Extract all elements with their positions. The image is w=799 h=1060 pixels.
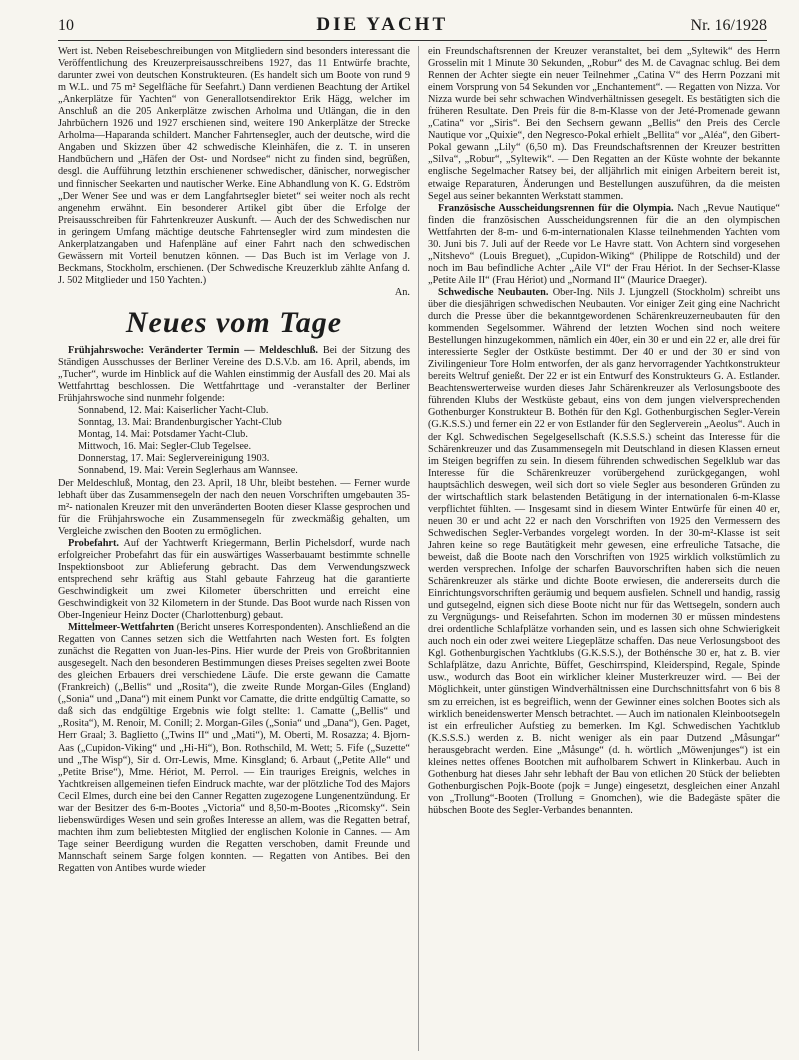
article-heading: Schwedische Neubauten. <box>438 286 549 298</box>
article-mittelmeer <box>58 622 410 875</box>
article-heading: Frühjahrswoche: Veränderter Termin — Meldeschluß. <box>68 344 318 356</box>
section-title: Neues vom Tage <box>125 305 343 339</box>
book-review-text: Wert ist. Neben Reisebeschreibungen von Mitgliedern sind besonders interessant die Veröffentlichung des Kreuzerpreisausschreibens 1927, das 11 Entwürfe brachte, darunter zwei von deutschen Konstrukteuren. (Es handelt sich um Boote von rund 9 m W.L. und 75 m² Segelfläche für Seefahrt.) Dann verdienen Beachtung der Artikel „Ankerplätze für Yachten“ von Generallotsendirektor Erik Hägg, welcher im Anschluß an die 205 Ankerplätze zwischen Arholma und Utlängan, die in den Jahrbüchern 1926 und 1927 erschienen sind, weitere 190 Ankerplätze der Strecke Arholma—Haparanda schildert. Mancher Fahrtensegler, auch der deutsche, wird die Angaben und Skizzen über 42 schwedische Kleinhäfen, die z. T. in unseren Handbüchern und „Häfen der Ost- und Nordsee“ nicht zu finden sind, begrüßen, desgl. die Aufführung letzthin erschienener schwedischer, dänischer, norwegischer und finnischer Seekarten und nautischer Werke. Eine Abhandlung von K. G. Edström „Der Wener See und was er dem Langfahrtsegler bietet“ sei weiter noch als recht angenehm erwähnt. Ein besonderer Artikel gibt über die Erfolge der Preisausschreiben für Fahrtenkreuzer Auskunft. — Auch der des Schwedischen nur in geringem Umfang mächtige deutsche Fahrtensegler wird zum mindesten die Ankerplatzangaben und Hafenpläne auf einer Fahrt nach den schwedischen Gewässern mit Vorteil benutzen können. — Das Buch ist im Verlage von J. Beckmans, Stockholm, erschienen. (Der Schwedische Kreuzerklub zählte Anfang d. J. 502 Mitglieder und 150 Yachten.) <box>58 46 410 286</box>
right-column <box>428 46 780 1051</box>
article-heading: Probefahrt. <box>68 537 119 549</box>
article-body: Bei der Sitzung des Ständigen Ausschusses der Berliner Vereine des D.S.V.b. am 16. April, abends, im „Tucher“, wurde im Hinblick auf die Wahlen einstimmig der Ausfall des 20. Mai als Wettfahrttag beschlossen. Die Wettfahrttage und -veranstalter der Berliner Frühjahrswoche sind nunmehr folgende: <box>58 344 410 405</box>
article-body: (Bericht unseres Korrespondenten). Anschließend an die Regatten von Cannes setzen sich die Wettfahrten nach Westen fort. Es folgten zunächst die Regatten von Juan-les-Pins. Hier wurde der Preis von Großbritannien ausgesegelt. Nach den besonderen Bestimmungen dieses Preises segelten zwei Boote des gleichen Erbauers drei verschiedene Läufe. Die erste gewann die Camatte (Frankreich) („Bellis“ und „Rosita“), die zweite Runde Morgan-Giles (England) („Sonia“ und „Dana“) mit einem Punkt vor Camatte, die dritte endgültig Camatte, so daß sich das endgültige Ergebnis wie folgt stellte: 1. Camatte („Bellis“ und „Rosita“), M. Renoir, M. Conill; 2. Morgan-Giles („Sonia“ und „Dana“), Gen. Paget, Herr Graal; 3. Baglietto („Twins II“ und „Mati“), M. Oberti, M. Rosazza; 4. Bjorn-Aas („Cupidon-Viking“ und „Hi-Hi“), Bon. Rothschild, M. Wett; 5. Fife („Suzette“ und „The Wisp“), Sir d. Orr-Lewis, Mme. Kinsgland; 6. Arbaut („Petite Alle“ und „Petite Brise“), Mme. Hériot, M. Perrol. — Ein trauriges Ereignis, welches in Yachtkreisen allgemeinen tiefen Eindruck machte, war der plötzliche Tod des Majors Cecil Elmes, durch eine bei den Canner Regatten zugezogene Lungenentzündung. Er war der Besitzer des 6-m-Bootes „Victoria“ und 8,50-m-Bootes „Ricomsky“. Sein liebenswürdiges Wesen und sein großes Interesse an allem, was die Regatten betraf, machten ihm zum beliebtesten Mitglied der englischen Kolonie in Cannes. — Am Tage seiner Beerdigung wurden die Regatten verschoben, damit Freunde und Mannschaft seinem Sarge folgen konnten. — Regatten von Antibes. Bei den Regatten von Antibes wurde wieder <box>58 622 410 874</box>
article-body: Ober-Ing. Nils J. Ljungzell (Stockholm) schreibt uns über die diesjährigen schwedischen Neubauten. Vor einiger Zeit ging eine Nachricht durch die Presse über die bekanntgewordenen Schärenkreuzerneubauten für den kommenden Segelsommer. Während der letzten Wochen sind noch weitere Bestellungen hinzugekommen, nämlich ein 40er, ein 30 er und ein 22 er, alle drei für interessierte Segler der Ostküste bestimmt. Der 40 er und der 30 er sind von Zivilingenieur Tore Holm entworfen, der als ganz hervorragender Yachtkonstrukteur bereits Weltruf genießt. Der 22 er ist ein Entwurf des Konstrukteurs G. A. Estlander. Beachtenswerterweise wurden dieses Jahr Schärenkreuzer als Verlosungsboote des führenden Klubs der Westküste gebaut, eins von dem jungen vielversprechenden Gothenburger Konstrukteur B. Bothén für den Kgl. Gothenburgischen Segler-Verein (G.K.S.S.) und ferner ein 22 er von Estlander für den Seglerverein „Aeolus“. Auch in der Kgl. Schwedischen Segelgesellschaft (K.S.S.S.) scheint das Interesse für die Schärenkreuzer und das Zusammensegeln mit Deutschland in diesen Klassen erneut im Steigen begriffen zu sein. In diesem führenden schwedischen Segelklub war das Interesse für die Schärenkreuzer vorübergehend zurückgegangen, wohl hauptsächlich deswegen, weil sich dort so viele Segler aus besonderen Gründen zu der wirtschaftlich stark belastenden Betätigung in der internationalen 6-m-Klasse verpflichtet fühlten. — Insgesamt sind in diesem Winter Entwürfe für einen 40 er, neuen 30 er und acht 22 er nach den Vorschriften von 1925 den Vermessern des Schwedischen Segler-Verbandes vorgelegt worden. In der 30-m²-Klasse ist seit Jahren keine so rege Bautätigkeit mehr gewesen, eine erfreuliche Tatsache, die beweist, daß die Boote nach den Vorschriften von 1925 wirklich volkstümlich zu werden versprechen. Infolge der scharfen Bauvorschriften haben sich die neuen Schärenkreuzer als stärke und dichte Boote erwiesen, die andererseits durch die Einrichtungsvorschriften geräumig und bequem ausfielen. Schnell und handig, rassig und gutsegelnd, eignen sich diese Boote nicht nur für das Wettsegeln, sondern auch zu Vergnügungs- und Reisefahrten. Schon im modernen 30 er müssen mindestens drei ordentliche Schlafplätze vorhanden sein, und es lassen sich ohne Schwierigkeit auch noch ein oder zwei weitere Liegeplätze schaffen. Das neue Verlosungsboot des Kgl. Gothenburgischen Yachtklubs (G.K.S.S.), der Bothénsche 30 er, hat z. B. vier Schlafplätze, dazu Anrichte, Büffet, Geschirrspind, Kleiderspind, Regale, Spinde usw., wodurch das Boot ein wirklicher kleiner Musterkreuzer wird. — Bei der Möglichkeit, unter günstigen Windverhältnissen eine Durchschnittsfahrt von 6 bis 8 sm zu erreichen, ist es begreiflich, wenn der Gewinner eines solchen Bootes sich als wirklich beneidenswerter Mensch betrachtet. — Auch im nationalen Kleinbootsegeln ist ein erfreulicher Aufstieg zu bemerken. Im Kgl. Schwedischen Yachtklub (K.S.S.S.) werden z. B. nicht weniger als ein paar Dutzend „Måsungar“ herausgebracht werden. Eine „Måsunge“ (d. h. wörtlich „Möwenjunges“) ist ein kleines nettes offenes Bootchen mit aufholbarem Schwert in Klinkerbau. Auch in Gothenburg hat dieses Jahr sehr lebhaft der Bau von etlichen 20 Stück der beliebten Gothenburgischen Pojk-Boote (pojk = Junge) eingesetzt, desgleichen einer Anzahl von „Trollung“-Booten (Trollung = Gnomchen), wie die Badegäste später die hübschen Boote des Segler-Verbandes benannten. <box>428 286 780 816</box>
article-heading: Französische Ausscheidungsrennen für die Olympia. <box>438 202 674 214</box>
header-rule <box>58 40 767 41</box>
article-body: Auf der Yachtwerft Kriegermann, Berlin Pichelsdorf, wurde nach erfolgreicher Probefahrt das für ein auswärtiges Wasserbauamt bestimmte schnelle Inspektionsboot zur Ablieferung gebracht. Das dem Verwendungszweck entsprechend sehr kräftig aus Stahl gebaute Fahrzeug hat die garantierte Geschwindigkeit um zwei Kilometer überschritten und erreicht eine Geschwindigkeit von 32 Kilometern in der Stunde. Das Boot wurde nach Rissen von Ober-Ingenieur Heinz Docter (Charlottenburg) gebaut. <box>58 537 410 622</box>
schedule-item: Sonnabend, 19. Mai: Verein Seglerhaus am Wannsee. <box>78 465 298 477</box>
schedule-item: Donnerstag, 17. Mai: Seglervereinigung 1903. <box>78 453 270 465</box>
page-header <box>58 14 767 36</box>
article-heading: Mittelmeer-Wettfahrten <box>68 622 174 634</box>
article-olympia <box>428 203 780 287</box>
schedule-item: Sonnabend, 12. Mai: Kaiserlicher Yacht-Club. <box>78 405 269 417</box>
regatta-schedule <box>78 405 410 477</box>
left-column <box>58 46 410 1051</box>
schedule-item: Mittwoch, 16. Mai: Segler-Club Tegelsee. <box>78 441 252 453</box>
schedule-item: Montag, 14. Mai: Potsdamer Yacht-Club. <box>78 429 248 441</box>
article-fruehjahrswoche <box>58 345 410 405</box>
review-signature: An. <box>394 286 410 298</box>
article-probefahrt <box>58 538 410 622</box>
magazine-title: DIE YACHT <box>316 14 449 35</box>
article-schwedische-neubauten <box>428 287 780 817</box>
article-continuation: ein Freundschaftsrennen der Kreuzer veranstaltet, bei dem „Syltewik“ des Herrn Grosselin mit 1 Minute 30 Sekunden, „Robur“ des M. de Cavagnac schlug. Bei dem Rennen der Achter siegte ein neuer Teilnehmer „Catina V“ des Herrn Pozzani mit einem Vorsprung von 54 Sekunden vor „Enchantement“. — Regatten von Nizza. Vor Nizza wurde bei sehr schwachen Windverhältnissen gesegelt. Es bestätigten sich die früheren Resultate. Den Preis für die 8-m-Klasse von der Jeté-Promenade gewann „Catina“ vor „Siris“. Bei den Sechsern gewann „Bellis“ den Preis des Cercle Nautique vor „Quixie“, den Negresco-Pokal erhielt „Bellita“ vor „Aléa“, den Gibert-Pokal gewann „Lily“ (6,50 m). Das Freundschaftsrennen der Kreuzer bestritten „Silva“, „Robur“, „Syltewik“. — Den Regatten an der Küste wohnte der bekannte englische Segelmacher Ratsey bei, der alljährlich mit einigen Arbeitern bereit ist, etwaige Reparaturen, Änderungen und Bestellungen auszuführen, da die meisten Segel aus seiner bekannten Werkstatt stammen. <box>428 46 780 202</box>
issue-number: Nr. 16/1928 <box>690 17 767 34</box>
article-body-continued: Der Meldeschluß, Montag, den 23. April, 18 Uhr, bleibt bestehen. — Ferner wurde lebhaft über das Zusammensegeln der nach den neuen Vorschriften umgebauten 35-m²- nationalen Kreuzer mit den unveränderten Booten dieser Klasse gesprochen und für die Frühjahrswoche ein Zusammensegeln für zweckmäßig gehalten, um Vergleiche zwischen den Booten zu ermöglichen. <box>58 477 410 537</box>
article-body: Nach „Revue Nautique“ finden die französischen Ausscheidungsrennen für die an den olympischen Wettfahrten der 8-m- und 6-m-internationalen Klasse teilnehmenden Yachten vom 30. Juni bis 7. Juli auf der Reede vor Le Havre statt. Von Achtern sind vorgesehen „Nitshevo“ (Louis Breguet), „Cupidon-Wiking“ (Philippe de Rotschild) und der noch im Bau befindliche Achter „Aile VI“ der Frau Hériot. In der Sechser-Klasse „Petite Aile II“ (Frau Hériot) und „Normand II“ (Maurice Draeger). <box>428 202 780 286</box>
page-number: 10 <box>58 17 74 34</box>
column-divider <box>418 46 419 1051</box>
schedule-item: Sonntag, 13. Mai: Brandenburgischer Yacht-Club <box>78 417 282 429</box>
